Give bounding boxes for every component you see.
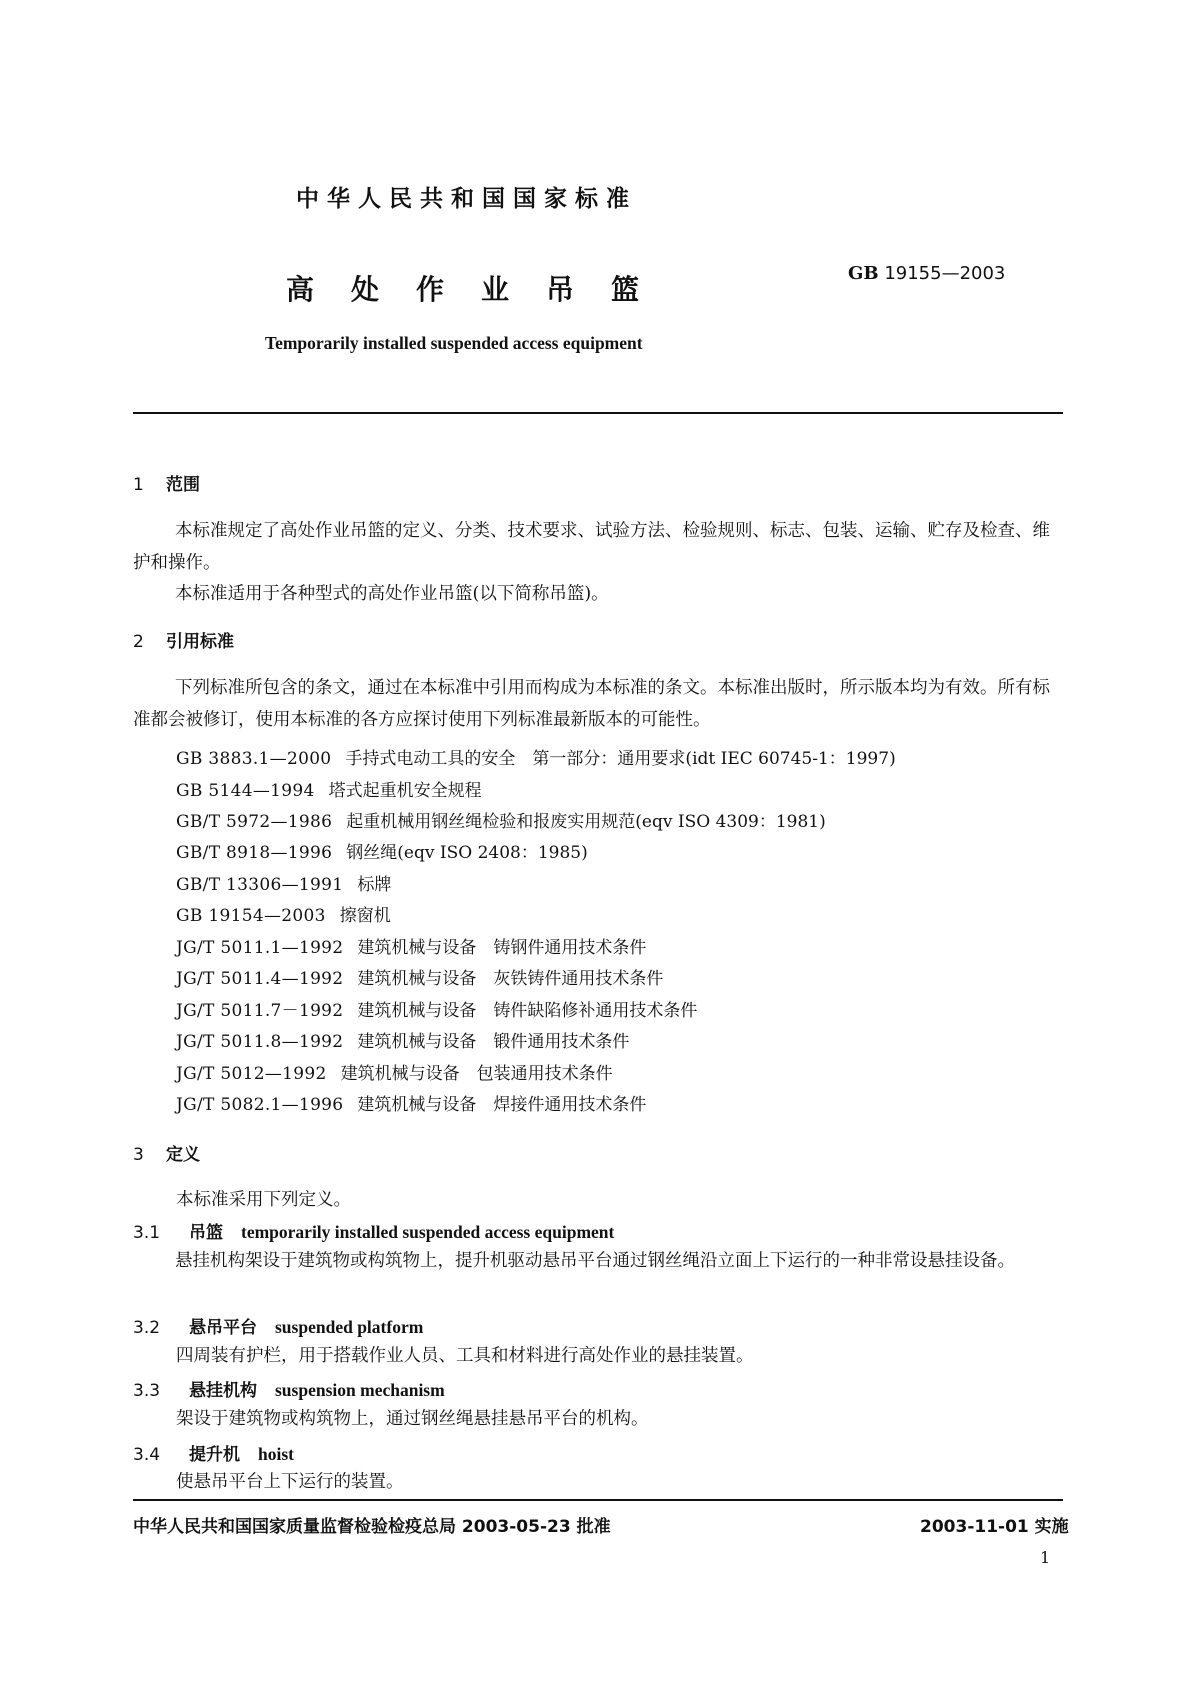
reference-title: 标牌 <box>357 875 392 895</box>
definition-body: 四周装有护栏，用于搭载作业人员、工具和材料进行高处作业的悬挂装置。 <box>176 1346 754 1366</box>
reference-item <box>176 996 697 1021</box>
definition-term-en: suspension mechanism <box>275 1380 445 1400</box>
reference-title: 手持式电动工具的安全 第一部分：通用要求(idt IEC 60745-1：1997) <box>345 749 896 769</box>
section-title: 范围 <box>166 475 200 495</box>
page-number: 1 <box>1040 1548 1051 1567</box>
reference-title: 钢丝绳(eqv ISO 2408：1985) <box>346 843 588 863</box>
definition-number: 3.1 <box>133 1223 161 1243</box>
standard-code-number: 19155—2003 <box>878 263 1006 284</box>
reference-item <box>176 933 646 958</box>
reference-title: 建筑机械与设备 包装通用技术条件 <box>340 1064 613 1084</box>
document-title-en: Temporarily installed suspended access equipment <box>265 333 643 353</box>
reference-title: 建筑机械与设备 灰铁铸件通用技术条件 <box>357 969 664 989</box>
definition-body: 悬挂机构架设于建筑物或构筑物上，提升机驱动悬吊平台通过钢丝绳沿立面上下运行的一种非常设悬挂设备。 <box>175 1251 1015 1271</box>
reference-item <box>176 1027 629 1052</box>
definition-term-zh: 提升机 <box>189 1445 240 1465</box>
definition-term-zh: 吊篮 <box>189 1223 223 1243</box>
reference-item <box>176 901 391 926</box>
definition-term-en: suspended platform <box>275 1317 424 1337</box>
definition-heading <box>133 1376 445 1401</box>
reference-title: 擦窗机 <box>339 906 391 926</box>
national-standard-label: 中华人民共和国国家标准 <box>296 186 637 212</box>
reference-code: JG/T 5011.1—1992 <box>176 938 344 958</box>
reference-code: GB 5144—1994 <box>176 781 315 801</box>
approval-line: 中华人民共和国国家质量监督检验检疫总局 2003-05-23 批准 <box>133 1517 611 1537</box>
reference-code: GB/T 5972—1986 <box>176 812 333 832</box>
definition-term-zh: 悬挂机构 <box>189 1381 257 1401</box>
section-3-intro: 本标准采用下列定义。 <box>176 1190 351 1210</box>
reference-title: 建筑机械与设备 焊接件通用技术条件 <box>357 1095 647 1115</box>
reference-item <box>176 1090 646 1115</box>
reference-title: 起重机械用钢丝绳检验和报废实用规范(eqv ISO 4309：1981) <box>346 812 826 832</box>
definition-body: 架设于建筑物或构筑物上，通过钢丝绳悬挂悬吊平台的机构。 <box>176 1409 649 1429</box>
definition-body: 使悬吊平台上下运行的装置。 <box>176 1472 404 1492</box>
reference-item <box>176 807 826 832</box>
section-number: 1 <box>133 475 144 495</box>
definition-number: 3.4 <box>133 1445 161 1465</box>
effective-date: 2003-11-01 实施 <box>920 1517 1069 1537</box>
definition-heading <box>133 1218 614 1243</box>
reference-title: 建筑机械与设备 锻件通用技术条件 <box>357 1032 630 1052</box>
definition-heading <box>133 1440 294 1465</box>
reference-item <box>176 776 482 801</box>
section-1-paragraph: 本标准规定了高处作业吊篮的定义、分类、技术要求、试验方法、检验规则、标志、包装、运输、贮存及检查、维护和操作。 <box>133 521 1050 573</box>
reference-code: JG/T 5011.4—1992 <box>176 969 344 989</box>
header-divider <box>133 412 1063 414</box>
section-title: 引用标准 <box>166 632 234 652</box>
section-number: 2 <box>133 632 144 652</box>
reference-title: 建筑机械与设备 铸钢件通用技术条件 <box>357 938 647 958</box>
definition-number: 3.2 <box>133 1318 161 1338</box>
section-title: 定义 <box>166 1145 200 1165</box>
reference-code: JG/T 5011.7－1992 <box>176 1001 344 1021</box>
section-1-paragraph: 本标准适用于各种型式的高处作业吊篮(以下简称吊篮)。 <box>175 584 609 604</box>
section-number: 3 <box>133 1145 144 1165</box>
definition-number: 3.3 <box>133 1381 161 1401</box>
reference-code: GB/T 13306—1991 <box>176 875 344 895</box>
document-title-zh: 高处作业吊篮 <box>286 273 677 306</box>
reference-code: JG/T 5082.1—1996 <box>176 1095 344 1115</box>
definition-term-en: hoist <box>258 1444 294 1464</box>
section-3-heading <box>133 1140 200 1165</box>
section-2-paragraph: 下列标准所包含的条文，通过在本标准中引用而构成为本标准的条文。本标准出版时，所示版本均为有效。所有标准都会被修订，使用本标准的各方应探讨使用下列标准最新版本的可能性。 <box>133 678 1050 730</box>
reference-code: JG/T 5012—1992 <box>176 1064 327 1084</box>
section-1-heading <box>133 470 200 495</box>
definition-term-en: temporarily installed suspended access equipment <box>241 1222 615 1242</box>
reference-code: GB 19154—2003 <box>176 906 326 926</box>
standard-code <box>848 263 1005 284</box>
standard-code-prefix: GB <box>848 263 879 284</box>
reference-title: 塔式起重机安全规程 <box>328 781 482 801</box>
reference-item <box>176 964 663 989</box>
reference-code: GB/T 8918—1996 <box>176 843 333 863</box>
reference-item <box>176 870 391 895</box>
reference-item <box>176 1059 613 1084</box>
reference-code: GB 3883.1—2000 <box>176 749 332 769</box>
footer-divider <box>133 1499 1063 1501</box>
definition-term-zh: 悬吊平台 <box>189 1318 257 1338</box>
reference-title: 建筑机械与设备 铸件缺陷修补通用技术条件 <box>357 1001 698 1021</box>
reference-item <box>176 838 588 863</box>
reference-item <box>176 744 896 769</box>
reference-code: JG/T 5011.8—1992 <box>176 1032 344 1052</box>
section-2-heading <box>133 627 234 652</box>
definition-heading <box>133 1313 423 1338</box>
